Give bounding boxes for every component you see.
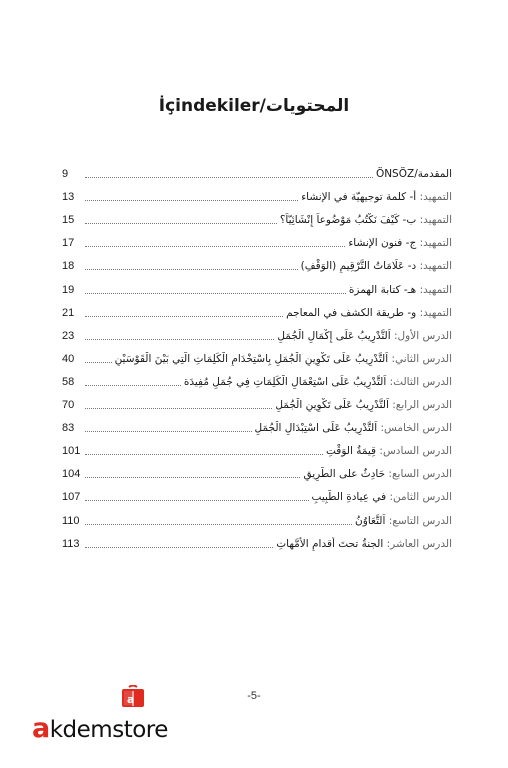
toc-entry-prefix: التمهيد: bbox=[416, 237, 452, 250]
toc-entry-text bbox=[355, 514, 452, 528]
toc-entry-text bbox=[326, 444, 452, 458]
toc-entry-text bbox=[184, 375, 452, 389]
toc-page-number: 15 bbox=[62, 214, 75, 227]
toc-entry-text bbox=[277, 329, 452, 343]
toc-entry bbox=[62, 204, 452, 227]
toc-page-number: 101 bbox=[62, 445, 81, 458]
toc-page-number: 104 bbox=[62, 468, 81, 481]
toc-entry bbox=[62, 412, 452, 435]
toc-entry bbox=[62, 158, 452, 181]
dot-leader bbox=[85, 476, 300, 478]
dot-leader bbox=[85, 268, 298, 270]
dot-leader bbox=[85, 523, 352, 525]
dot-leader bbox=[85, 546, 273, 548]
toc-entry-prefix: التمهيد: bbox=[416, 214, 452, 227]
toc-page-number: 18 bbox=[62, 260, 75, 273]
toc-entry-title: اَلتَّدْرِيبُ عَلَى اسْتِعْمَالِ الْكَلِمَاتِ فِي جُمَلٍ مُفِيدَة bbox=[183, 375, 387, 388]
toc-entry bbox=[62, 181, 452, 204]
dot-leader bbox=[85, 384, 181, 386]
toc-page-number: 58 bbox=[62, 375, 75, 388]
toc-entry-title: حَادِثٌ على الطَّرِيقِ bbox=[303, 468, 386, 481]
dot-leader bbox=[85, 407, 272, 409]
toc-entry bbox=[62, 458, 452, 481]
toc-entry-text bbox=[348, 236, 452, 250]
toc-entry-title: اَلتَّدْرِيبُ عَلَى تَكْوِينِ الْجُمَلِ bbox=[275, 399, 389, 412]
toc-entry bbox=[62, 227, 452, 250]
toc-entry bbox=[62, 481, 452, 504]
toc-entry-title: و- طريقة الكشف في المعاجم bbox=[286, 306, 417, 319]
toc-entry-prefix: التمهيد: bbox=[416, 191, 452, 204]
toc-entry-prefix: الدرس الثامن: bbox=[386, 491, 452, 504]
toc-entry-text bbox=[286, 306, 452, 320]
toc-entry-prefix: الدرس الأول: bbox=[390, 329, 452, 342]
toc-page-number: 19 bbox=[62, 283, 75, 296]
toc-entry-text bbox=[276, 537, 452, 551]
toc-entry bbox=[62, 320, 452, 343]
toc-entry-text bbox=[349, 283, 452, 297]
logo-mark-letter: a bbox=[127, 693, 135, 706]
toc-page-number: 110 bbox=[62, 514, 80, 527]
toc-entry bbox=[62, 504, 452, 527]
toc-entry-text bbox=[303, 467, 452, 481]
table-of-contents bbox=[62, 158, 452, 551]
toc-entry-title: قِيمَةُ الوَقْتِ bbox=[325, 445, 377, 458]
toc-entry-text bbox=[280, 213, 452, 227]
toc-entry bbox=[62, 366, 452, 389]
toc-page-number: 40 bbox=[62, 352, 75, 365]
toc-page-number: 113 bbox=[62, 537, 80, 550]
dot-leader bbox=[85, 315, 283, 317]
toc-entry-title: ج- فنون الإنشاء bbox=[348, 237, 417, 250]
toc-entry-prefix: الدرس الثالث: bbox=[386, 375, 452, 388]
toc-entry-prefix: الدرس الخامس: bbox=[377, 422, 452, 435]
dot-leader bbox=[85, 199, 298, 201]
page-title: İçindekiler/المحتويات bbox=[158, 96, 350, 116]
toc-entry-title: المقدمة/ÖNSÖZ bbox=[375, 168, 452, 181]
book-logo-icon bbox=[120, 685, 146, 711]
toc-entry-prefix: الدرس السابع: bbox=[385, 468, 452, 481]
brand-name-rest: kdemstore bbox=[49, 717, 168, 743]
dot-leader bbox=[85, 499, 308, 501]
toc-entry bbox=[62, 528, 452, 551]
toc-entry-prefix: التمهيد: bbox=[416, 283, 452, 296]
toc-entry-title: هـ- كتابة الهمزة bbox=[348, 283, 417, 296]
dot-leader bbox=[85, 453, 323, 455]
toc-entry-title: في عِيادةِ الطَّبِيبِ bbox=[311, 491, 387, 504]
toc-entry-text bbox=[301, 190, 452, 204]
toc-entry-prefix: الدرس الرابع: bbox=[388, 399, 452, 412]
toc-page-number: 107 bbox=[62, 491, 81, 504]
toc-entry-text bbox=[115, 352, 452, 366]
toc-entry-prefix: الدرس التاسع: bbox=[385, 514, 452, 527]
toc-entry-text bbox=[255, 421, 452, 435]
toc-entry-prefix: الدرس العاشر: bbox=[383, 537, 452, 550]
toc-page-number: 21 bbox=[62, 306, 75, 319]
toc-entry-title: ب- كَيْفَ نَكْتُبُ مَوْضُوعاً إِنْشَائِيّاً؟ bbox=[279, 214, 417, 227]
toc-entry bbox=[62, 435, 452, 458]
toc-page-number: 23 bbox=[62, 329, 75, 342]
toc-entry-title: اَلتَّعَاوُنُ bbox=[355, 514, 386, 527]
dot-leader bbox=[85, 361, 112, 363]
toc-page-number: 70 bbox=[62, 399, 75, 412]
toc-page-number: 83 bbox=[62, 422, 75, 435]
toc-page-number: 13 bbox=[62, 191, 75, 204]
toc-entry-text bbox=[376, 167, 452, 181]
dot-leader bbox=[85, 245, 345, 247]
toc-entry-prefix: التمهيد: bbox=[416, 260, 452, 273]
toc-entry-title: د- عَلَامَاتُ التَّرْقِيمِ (الوَقْفِ) bbox=[300, 260, 417, 273]
brand-logo bbox=[22, 685, 222, 745]
toc-entry-title: اَلتَّدْرِيبُ عَلَى إِكْمَالِ الْجُمَلِ bbox=[277, 329, 391, 342]
toc-entry-prefix: الدرس السادس: bbox=[376, 445, 452, 458]
brand-name-first: a bbox=[32, 713, 50, 744]
dot-leader bbox=[85, 430, 252, 432]
toc-entry-prefix: التمهيد: bbox=[416, 306, 452, 319]
toc-entry-title: أ- كلمة توجيهيّة في الإنشاء bbox=[301, 191, 417, 204]
toc-entry bbox=[62, 343, 452, 366]
dot-leader bbox=[85, 338, 274, 340]
toc-entry bbox=[62, 250, 452, 273]
page-number: -5- bbox=[247, 690, 261, 702]
toc-entry-title: اَلتَّدْرِيبُ عَلَى اسْتِبْدَالِ الْجُمَلِ bbox=[254, 422, 378, 435]
toc-entry-text bbox=[312, 490, 452, 504]
dot-leader bbox=[85, 176, 373, 178]
toc-entry-title: اَلتَّدْرِيبُ عَلَى تَكْوِينِ الْجُمَلِ بِاسْتِخْدَامِ الْكَلِمَاتِ الَّتِي بَيْنَ الْقَوْسَيْنِ bbox=[114, 352, 389, 365]
toc-entry-text bbox=[301, 259, 452, 273]
toc-entry bbox=[62, 389, 452, 412]
dot-leader bbox=[85, 222, 277, 224]
toc-entry bbox=[62, 273, 452, 296]
toc-page-number: 9 bbox=[62, 168, 69, 181]
toc-entry-text bbox=[275, 398, 452, 412]
toc-entry bbox=[62, 297, 452, 320]
toc-page-number: 17 bbox=[62, 237, 75, 250]
brand-name bbox=[32, 713, 168, 744]
dot-leader bbox=[85, 292, 346, 294]
toc-entry-title: الجنةُ تحتَ أقدامِ الأمَّهاتِ bbox=[276, 537, 384, 550]
toc-entry-prefix: الدرس الثاني: bbox=[388, 352, 452, 365]
